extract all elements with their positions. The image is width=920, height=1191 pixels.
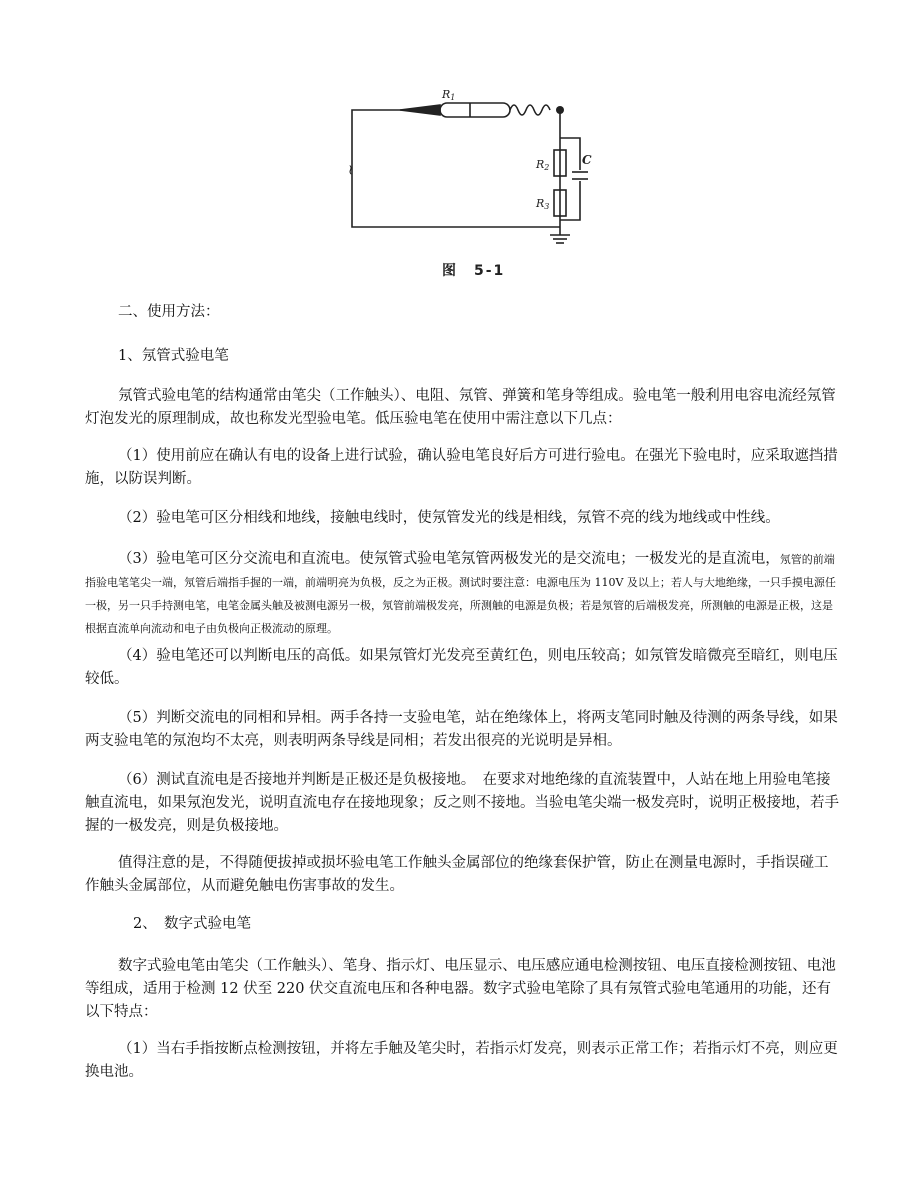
- paragraph-note: 值得注意的是，不得随便拔掉或损坏验电笔工作触头金属部位的绝缘套保护管，防止在测量电源时，手指误碰工作触头金属部位，从而避免触电伤害事故的发生。: [85, 855, 829, 894]
- subsection-neon-pen: 1、氖管式验电笔: [118, 348, 229, 364]
- figure-caption: 图 5-1: [442, 263, 506, 279]
- section-title: 二、使用方法：: [118, 304, 220, 320]
- item-3-main: （3）验电笔可区分交流电和直流电。使氖管式验电笔氖管两极发光的是交流电；一极发光的是直流电，: [118, 551, 780, 567]
- paragraph-digital-intro: 数字式验电笔由笔尖（工作触头）、笔身、指示灯、电压显示、电压感应通电检测按钮、电压直接检测按钮、电池等组成，适用于检测 12 伏至 220 伏交直流电压和各种电器。数字式验电笔除了具有氖管式验电笔通用的功能，还有以下特点：: [85, 958, 836, 1020]
- resistor-r1: [440, 103, 510, 117]
- source-symbol: ~: [342, 164, 358, 176]
- circuit-diagram: [340, 82, 600, 282]
- paragraph-item-5: （5）判断交流电的同相和异相。两手各持一支验电笔，站在绝缘体上，将两支笔同时触及待测的两条导线，如果两支验电笔的氖泡均不太亮，则表明两条导线是同相；若发出很亮的光说明是异相。: [85, 710, 838, 749]
- capacitor-wire-top: [560, 138, 580, 170]
- junction-dot: [556, 106, 564, 114]
- paragraph-intro: 氖管式验电笔的结构通常由笔尖（工作触头）、电阻、氖管、弹簧和笔身等组成。验电笔一般利用电容电流经氖管灯泡发光的原理制成，故也称发光型验电笔。低压验电笔在使用中需注意以下几点：: [85, 388, 836, 427]
- pen-tip: [400, 105, 440, 115]
- spring-coil: [510, 105, 550, 115]
- label-c: C: [582, 153, 592, 167]
- paragraph-item-4: （4）验电笔还可以判断电压的高低。如果氖管灯光发亮至黄红色，则电压较高；如氖管发暗微亮至暗红，则电压较低。: [85, 648, 838, 687]
- paragraph-digital-item-1: （1）当右手指按断点检测按钮，并将左手触及笔尖时，若指示灯发亮，则表示正常工作；若指示灯不亮，则应更换电池。: [85, 1041, 838, 1080]
- subsection-digital-pen: 2、 数字式验电笔: [133, 916, 251, 932]
- paragraph-item-1: （1）使用前应在确认有电的设备上进行试验，确认验电笔良好后方可进行验电。在强光下验电时，应采取遮挡措施，以防误判断。: [85, 448, 838, 487]
- paragraph-item-3: [85, 548, 840, 640]
- label-r2: R2: [536, 158, 550, 172]
- capacitor-wire-bottom: [560, 181, 580, 220]
- label-r1: R1: [442, 88, 456, 102]
- item-3-detail: 氖管的前端指验电笔笔尖一端，氖管后端指手握的一端，前端明亮为负极，反之为正极。测试时要注意：电源电压为 110V 及以上；若人与大地绝缘，一只手摸电源任一极，另一只手持测电笔，电笔金属头触及被测电源另一极，氖管前端极发亮，所测触的电源是负极；若是氖管的后端极发亮，所测触的电源是正极，这是根据直流单向流动和电子由负极向正极流动的原理。: [85, 553, 836, 635]
- wire-left: [352, 110, 560, 227]
- paragraph-item-2: （2）验电笔可区分相线和地线，接触电线时，使氖管发光的线是相线，氖管不亮的线为地线或中性线。: [118, 510, 780, 526]
- label-r3: R3: [536, 197, 550, 211]
- paragraph-item-6: （6）测试直流电是否接地并判断是正极还是负极接地。 在要求对地绝缘的直流装置中，人站在地上用验电笔接触直流电，如果氖泡发光，说明直流电存在接地现象；反之则不接地。当验电笔尖端一极发亮时，说明正极接地，若手握的一极发亮，则是负极接地。: [85, 772, 839, 834]
